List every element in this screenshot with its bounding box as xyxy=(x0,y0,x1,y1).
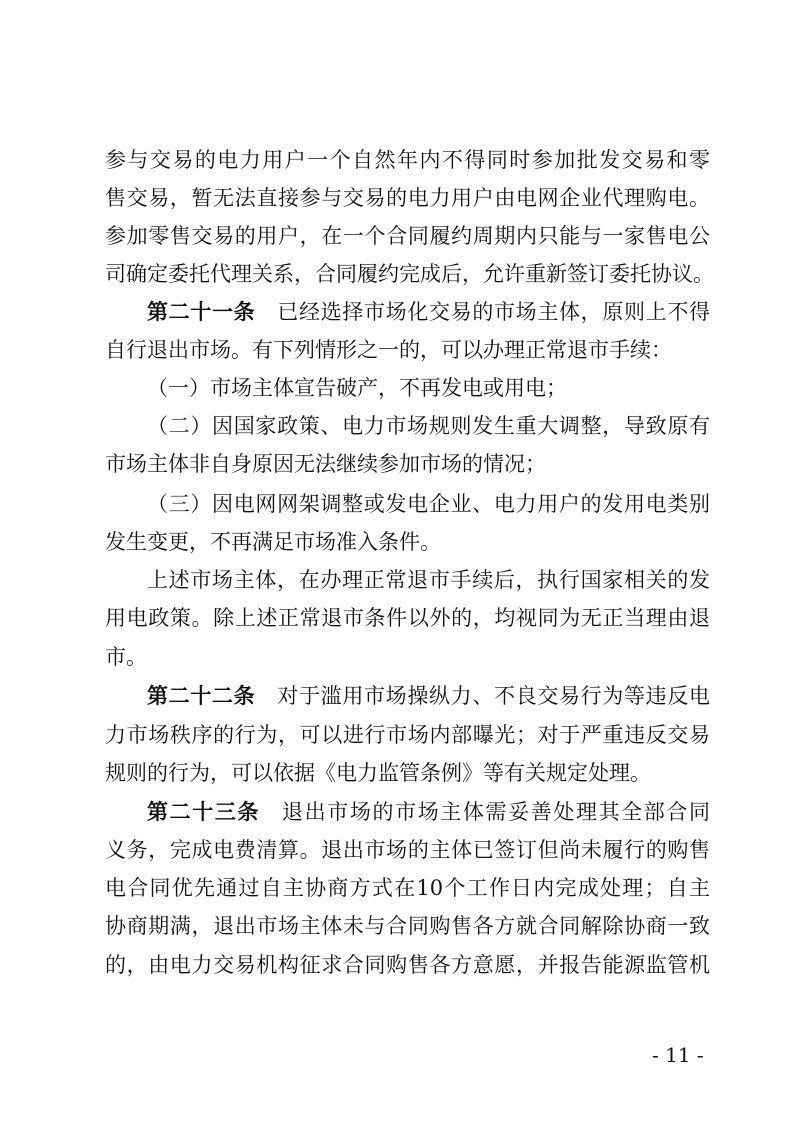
text-line xyxy=(105,760,710,786)
line-text: 售交易，暂无法直接参与交易的电力用户由电网企业代理购电。 xyxy=(105,186,710,210)
article-heading: 第二十三条 xyxy=(147,799,261,824)
text-line xyxy=(105,223,710,249)
text-line xyxy=(105,837,710,863)
line-text: （二）因国家政策、电力市场规则发生重大调整，导致原有 xyxy=(147,414,710,438)
line-text: 用电政策。除上述正常退市条件以外的，均视同为无正当理由退 xyxy=(105,606,710,630)
text-line xyxy=(105,529,710,555)
line-text: 已经选择市场化交易的市场主体，原则上不得 xyxy=(277,300,711,324)
line-text: 规则的行为，可以依据《电力监管条例》等有关规定处理。 xyxy=(105,761,651,785)
line-text: 力市场秩序的行为，可以进行市场内部曝光；对于严重违反交易 xyxy=(105,723,710,747)
line-text: 发生变更，不再满足市场准入条件。 xyxy=(105,530,441,554)
text-line xyxy=(105,185,710,211)
text-line xyxy=(147,567,710,593)
article-heading: 第二十二条 xyxy=(147,683,256,708)
line-text: 市场主体非自身原因无法继续参加市场的情况； xyxy=(105,452,546,476)
line-text: 协商期满，退出市场主体未与合同购售各方就合同解除协商一致 xyxy=(105,914,710,938)
text-line xyxy=(105,875,710,901)
line-text: 参与交易的电力用户一个自然年内不得同时参加批发交易和零 xyxy=(105,148,710,172)
line-text: 自行退出市场。有下列情形之一的，可以办理正常退市手续： xyxy=(105,338,672,362)
line-text: 市。 xyxy=(105,645,147,669)
text-line xyxy=(105,337,710,363)
text-line xyxy=(105,451,710,477)
line-text: 参加零售交易的用户，在一个合同履约周期内只能与一家售电公 xyxy=(105,224,710,248)
text-line xyxy=(105,644,710,670)
article-heading: 第二十一条 xyxy=(147,299,256,324)
text-line xyxy=(105,605,710,631)
line-text: 电合同优先通过自主协商方式在10个工作日内完成处理；自主 xyxy=(105,876,710,900)
text-line xyxy=(105,261,714,287)
line-text: 退出市场的市场主体需妥善处理其全部合同 xyxy=(282,800,711,824)
text-line xyxy=(147,491,710,517)
text-line xyxy=(105,722,710,748)
text-line xyxy=(147,413,710,439)
line-text: 的，由电力交易机构征求合同购售各方意愿，并报告能源监管机 xyxy=(105,953,710,977)
text-line xyxy=(147,683,710,709)
text-line xyxy=(105,913,710,939)
line-text: （三）因电网网架调整或发电企业、电力用户的发用电类别 xyxy=(147,492,710,516)
line-text: 对于滥用市场操纵力、不良交易行为等违反电 xyxy=(277,684,711,708)
line-text: （一）市场主体宣告破产，不再发电或用电； xyxy=(147,376,567,400)
page-number: - 11 - xyxy=(652,1043,704,1067)
text-line xyxy=(105,952,710,978)
text-line xyxy=(147,799,710,825)
text-line xyxy=(147,299,710,325)
text-line xyxy=(147,375,710,401)
line-text: 司确定委托代理关系，合同履约完成后，允许重新签订委托协议。 xyxy=(105,262,714,286)
line-text: 上述市场主体，在办理正常退市手续后，执行国家相关的发 xyxy=(147,568,710,592)
line-text: 义务，完成电费清算。退出市场的主体已签订但尚未履行的购售 xyxy=(105,838,710,862)
text-line xyxy=(105,147,710,173)
